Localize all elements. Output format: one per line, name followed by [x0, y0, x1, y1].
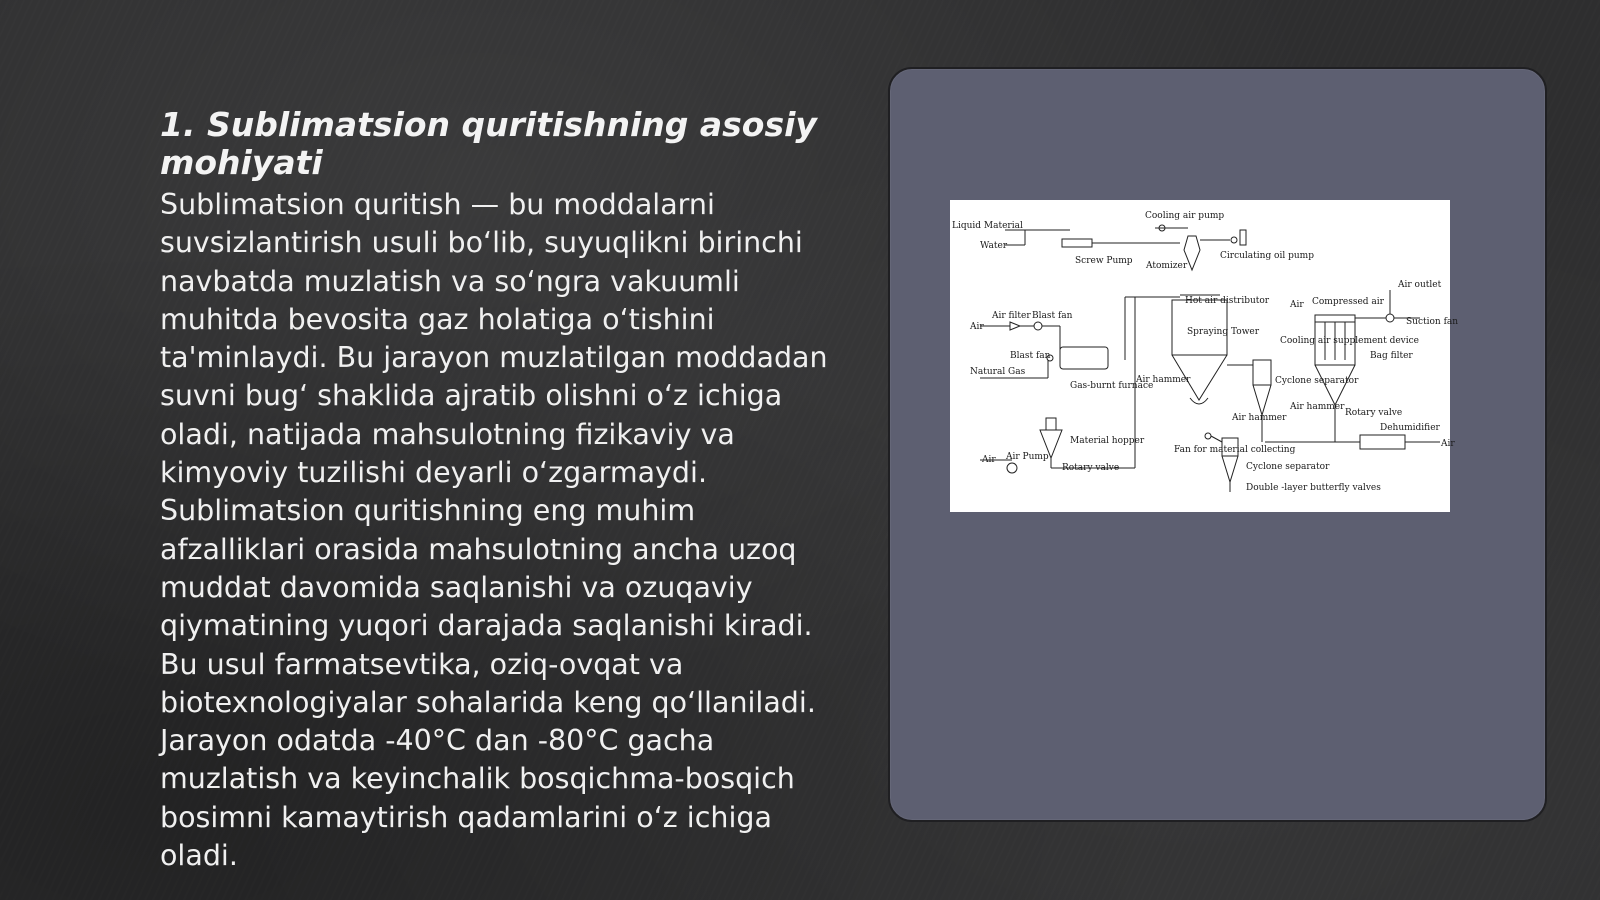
label-rotary-valve-bottom: Rotary valve: [1062, 463, 1120, 473]
label-air-left: Air: [970, 322, 984, 332]
label-dehumidifier: Dehumidifier: [1380, 423, 1440, 433]
label-cyclone-separator-2: Cyclone separator: [1246, 462, 1330, 472]
slide-title: 1. Sublimatsion quritishning asosiy mohiyati: [160, 105, 817, 182]
label-liquid-material: Liquid Material: [952, 221, 1023, 231]
label-air-bottom: Air: [982, 455, 996, 465]
label-air-hammer-3: Air hammer: [1290, 402, 1345, 412]
label-air-filter: Air filter: [992, 311, 1031, 321]
label-air-pump: Air Pump: [1006, 452, 1049, 462]
slide-body-text: Sublimatsion quritish — bu moddalarni suvsizlantirish usuli bo‘lib, suyuqlikni birinchi navbatda muzlatish va so‘ngra vakuumli muhitda bevosita gaz holatiga o‘tishini ta'minlaydi. Bu jarayon muzlatilgan moddadan suvni bug‘ shaklida ajratib olishni o‘z ichiga oladi, natijada mahsulotning fizikaviy va kimyoviy tuzilishi deyarli o‘zgarmaydi. Sublimatsion quritishning eng muhim afzalliklari orasida mahsulotning ancha uzoq muddat davomida saqlanishi va ozuqaviy qiymatining yuqori darajada saqlanishi kiradi. Bu usul farmatsevtika, oziq-ovqat va biotexnologiyalar sohalarida keng qo‘llaniladi. Jarayon odatda -40°C dan -80°C gacha muzlatish va keyinchalik bosqichma-bosqich bosimni kamaytirish qadamlarini o‘z ichiga oladi.: [160, 188, 828, 873]
label-circulating-oil-pump: Circulating oil pump: [1220, 251, 1314, 261]
label-blast-fan-top: Blast fan: [1032, 311, 1073, 321]
label-natural-gas: Natural Gas: [970, 367, 1026, 377]
label-atomizer: Atomizer: [1146, 261, 1188, 271]
label-gas-burnt-furnace: Gas-burnt furnace: [1070, 381, 1154, 391]
label-cooling-air-device: Cooling air supplement device: [1280, 336, 1419, 346]
label-hot-air-distributor: Hot air distributor: [1185, 296, 1270, 306]
label-air-right-edge: Air: [1441, 439, 1455, 449]
label-compressed-air: Compressed air: [1312, 297, 1384, 307]
dehumidifier-shape: [1360, 435, 1405, 449]
label-suction-fan: Suction fan: [1406, 317, 1459, 327]
gas-furnace-shape: [1060, 347, 1108, 369]
spray-dryer-process-diagram: [950, 200, 1459, 512]
label-cooling-air-pump: Cooling air pump: [1145, 211, 1225, 221]
label-butterfly-valves: Double -layer butterfly valves: [1246, 483, 1381, 493]
label-screw-pump: Screw Pump: [1075, 256, 1133, 266]
label-air-hammer-2: Air hammer: [1232, 413, 1287, 423]
screw-pump-shape: [1062, 239, 1092, 247]
label-bag-filter: Bag filter: [1370, 351, 1413, 361]
label-fan-material-collecting: Fan for material collecting: [1174, 445, 1296, 455]
label-air-top: Air: [1290, 300, 1304, 310]
process-flow-svg: [950, 200, 1459, 512]
label-air-outlet: Air outlet: [1398, 280, 1442, 290]
label-water: Water: [980, 241, 1008, 251]
label-blast-fan: Blast fan: [1010, 351, 1051, 361]
label-rotary-valve-right: Rotary valve: [1345, 408, 1403, 418]
label-spraying-tower: Spraying Tower: [1187, 327, 1260, 337]
label-material-hopper: Material hopper: [1070, 436, 1145, 446]
label-air-hammer-1: Air hammer: [1136, 375, 1191, 385]
label-cyclone-separator-1: Cyclone separator: [1275, 376, 1359, 386]
